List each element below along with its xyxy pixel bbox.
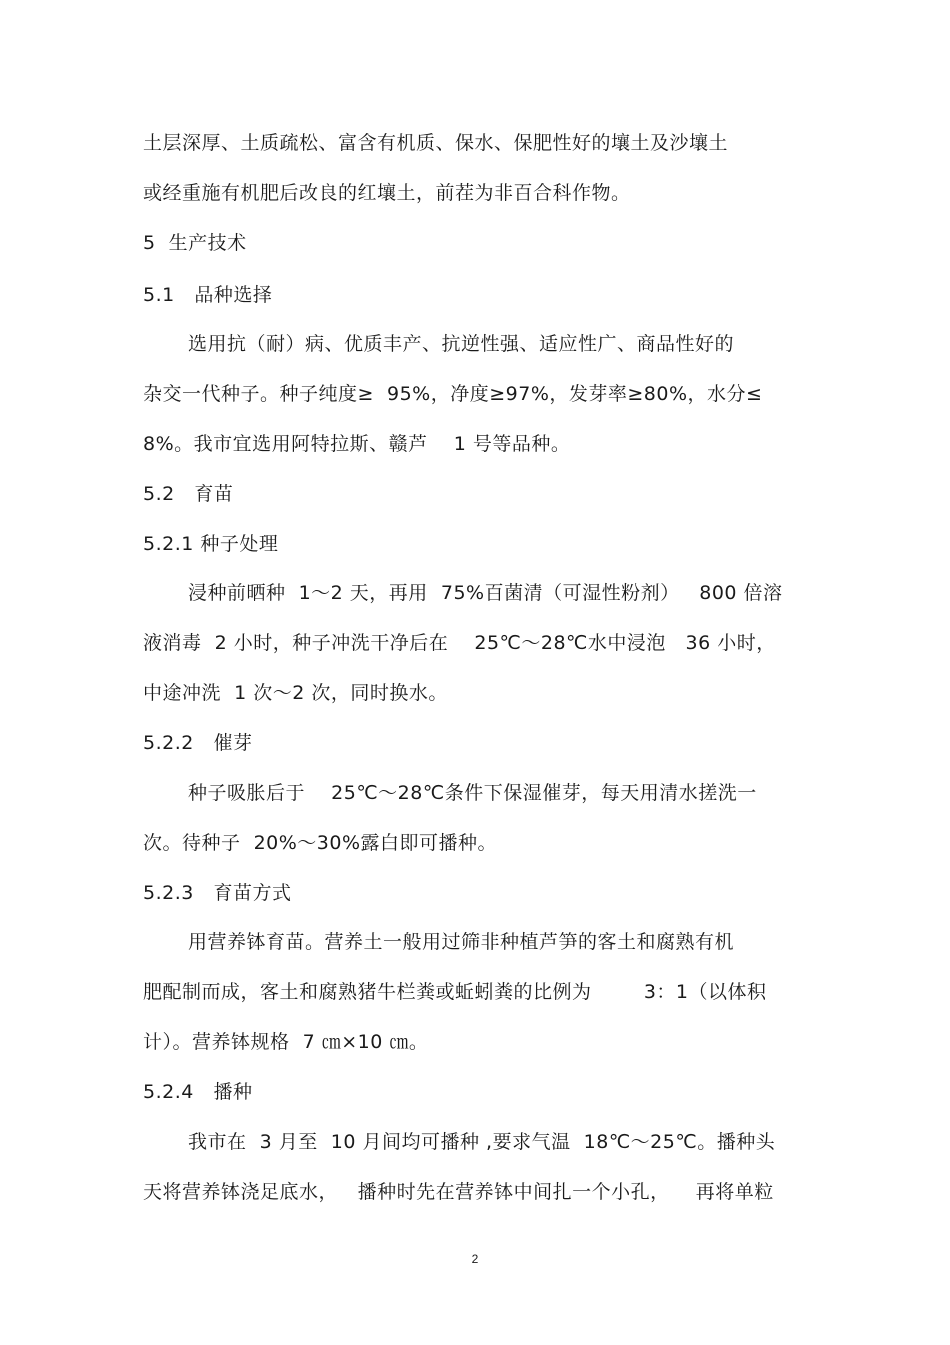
body-text-line: 土层深厚、土质疏松、富含有机质、保水、保肥性好的壤土及沙壤土 <box>143 132 729 154</box>
body-text-line: 中途冲洗 1 次～2 次，同时换水。 <box>143 682 448 704</box>
body-text-line: 选用抗（耐）病、优质丰产、抗逆性强、适应性广、商品性好的 <box>188 333 735 355</box>
body-text-line: 计）。营养钵规格 7 ㎝×10 ㎝。 <box>143 1031 429 1053</box>
subsection-heading: 5.2 育苗 <box>143 483 234 505</box>
body-text-line: 8%。我市宜选用阿特拉斯、赣芦 1 号等品种。 <box>143 433 571 455</box>
body-text-line: 天将营养钵浇足底水， 播种时先在营养钵中间扎一个小孔， 再将单粒 <box>143 1181 774 1203</box>
subsection-heading: 5.1 品种选择 <box>143 284 273 306</box>
body-text-line: 液消毒 2 小时，种子冲洗干净后在 25℃～28℃水中浸泡 36 小时， <box>143 632 776 654</box>
body-text-line: 或经重施有机肥后改良的红壤土，前茬为非百合科作物。 <box>143 182 631 204</box>
subsection-heading: 5.2.4 播种 <box>143 1081 253 1103</box>
section-heading: 5 生产技术 <box>143 232 247 254</box>
body-text-line: 肥配制而成，客土和腐熟猪牛栏粪或蚯蚓粪的比例为 3：1（以体积 <box>143 981 767 1003</box>
subsection-heading: 5.2.1 种子处理 <box>143 533 279 555</box>
subsection-heading: 5.2.2 催芽 <box>143 732 253 754</box>
body-text-line: 次。待种子 20%～30%露白即可播种。 <box>143 832 498 854</box>
subsection-heading: 5.2.3 育苗方式 <box>143 882 292 904</box>
page-number: 2 <box>471 1252 479 1266</box>
body-text-line: 用营养钵育苗。营养土一般用过筛非种植芦笋的客土和腐熟有机 <box>188 931 735 953</box>
body-text-line: 种子吸胀后于 25℃～28℃条件下保湿催芽，每天用清水搓洗一 <box>188 782 757 804</box>
body-text-line: 我市在 3 月至 10 月间均可播种 ,要求气温 18℃～25℃。播种头 <box>188 1131 776 1153</box>
body-text-line: 浸种前晒种 1～2 天，再用 75%百菌清（可湿性粉剂） 800 倍溶 <box>188 582 783 604</box>
body-text-line: 杂交一代种子。种子纯度≥ 95%，净度≥97%，发芽率≥80%，水分≤ <box>143 383 763 405</box>
